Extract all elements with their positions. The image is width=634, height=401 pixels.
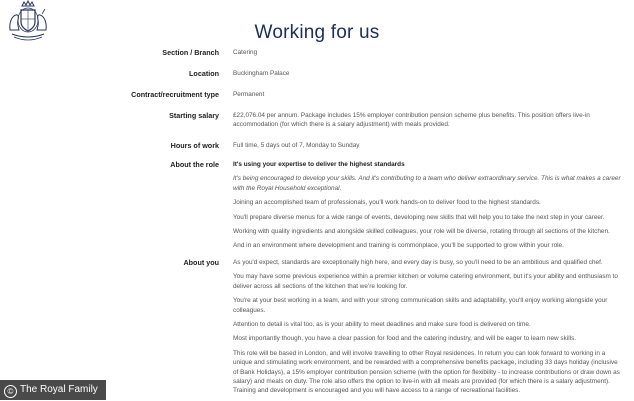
starting-salary-value [233, 111, 621, 135]
contract-type-label: Contract/recruitment type [131, 90, 219, 99]
detail-paragraph: Joining an accomplished team of professionals, you'll work hands-on to deliver food to the highest standards. [233, 199, 541, 207]
detail-paragraph: Full time, 5 days out of 7, Monday to Sunday [233, 142, 360, 149]
detail-paragraph: Permanent [233, 91, 265, 98]
about-role-value [233, 160, 621, 256]
detail-paragraph: You may have some previous experience within a premier kitchen or volume catering environment, but it's your ability and enthusiasm to deliver across all sections of the kitchen that we're looking for. [233, 273, 618, 290]
section-branch-value [233, 48, 621, 62]
copyright-icon: © [4, 385, 17, 398]
detail-paragraph: Working with quality ingredients and alongside skilled colleagues, your role will be diverse, rotating through all sections of the kitchen. [233, 228, 610, 236]
detail-paragraph: This role will be based in London, and will involve travelling to other Royal residences. In return you can look forward to working in a unique and stimulating work environment, and be rewarded with a comprehensive benefits package, including 33 days holiday (inclusive of Bank Holidays), a 15% employer contribution pension scheme (with the option for flexibility - to increase contributions or draw down as salary) and meals on duty. The role also offers the option to live-in with all meals are provided (for which there is a salary adjustment). Training and development is encouraged and you will have access to a range of recreational facilities. [233, 349, 620, 395]
starting-salary-label: Starting salary [169, 111, 219, 120]
detail-paragraph: You'll prepare diverse menus for a wide range of events, developing new skills that will help you to take the next step in your career. [233, 213, 605, 221]
location-value [233, 69, 621, 83]
photo-credit [0, 380, 106, 400]
detail-paragraph: It's being encouraged to develop your skills. And it's contributing to a team who deliver extraordinary service. This is what makes a career with the Royal Household exceptional. [233, 175, 621, 192]
section-branch-label: Section / Branch [162, 48, 219, 57]
location-label: Location [189, 69, 219, 78]
detail-paragraph: Catering [233, 49, 258, 56]
detail-paragraph: Attention to detail is vital too, as is your ability to meet deadlines and make sure food is delivered on time. [233, 321, 531, 329]
detail-paragraph: £22,076.04 per annum. Package includes 15% employer contribution pension scheme plus benefits. This position offers live-in accommodation (for which there is a salary adjustment) with meals provided. [233, 112, 590, 129]
detail-paragraph: You're at your best working in a team, and with your strong communication skills and adaptability, you'll enjoy working alongside your colleagues. [233, 297, 608, 314]
hours-of-work-value [233, 141, 621, 155]
detail-paragraph: As you'd expect, standards are exceptionally high here, and every day is busy, so you'll need to be an ambitious and qualified chef. [233, 259, 603, 266]
page-title: Working for us [254, 22, 380, 43]
photo-credit-text: The Royal Family [20, 384, 98, 395]
about-role-label: About the role [170, 160, 219, 169]
about-you-label: About you [183, 258, 219, 267]
about-you-value [233, 258, 621, 401]
hours-of-work-label: Hours of work [170, 141, 219, 150]
detail-paragraph: Buckingham Palace [233, 70, 290, 77]
detail-paragraph: And in an environment where development and training is commonplace, you'll be supported to grow within your role. [233, 242, 564, 250]
detail-paragraph: Most importantly though, you have a clear passion for food and the catering industry, and will be eager to learn new skills. [233, 335, 577, 343]
detail-paragraph: It's using your expertise to deliver the highest standards [233, 161, 405, 168]
contract-type-value [233, 90, 621, 104]
